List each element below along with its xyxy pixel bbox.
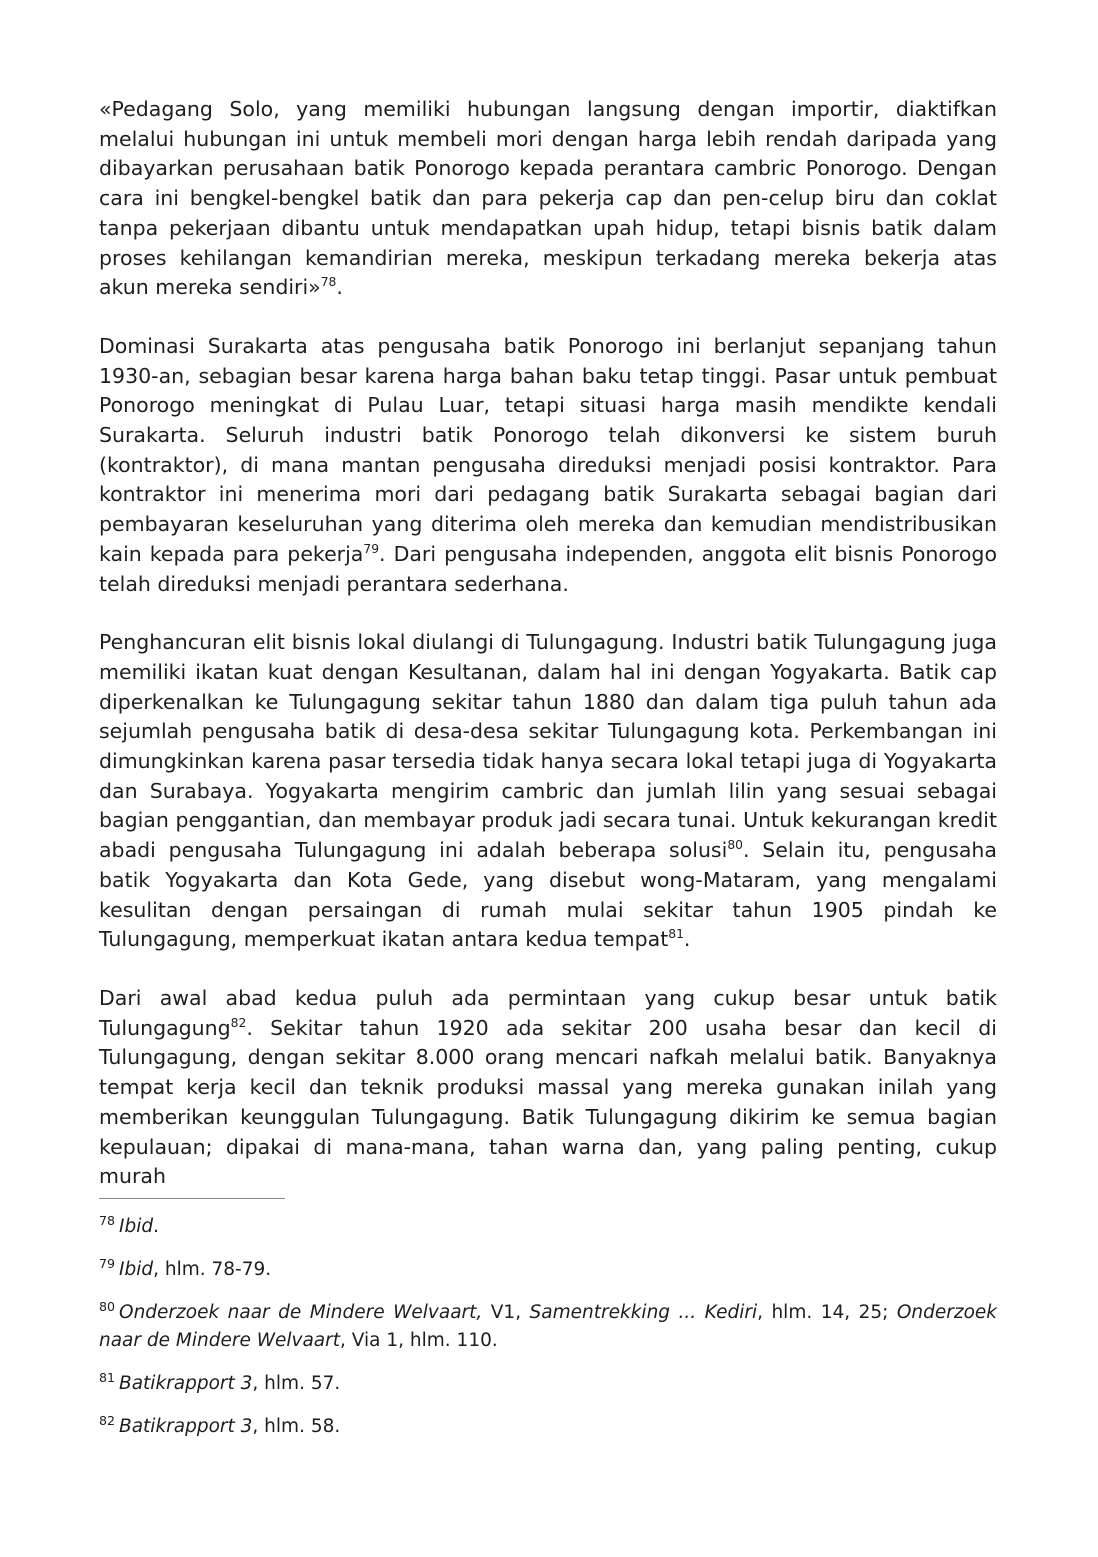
footnote-78: $^{78}$ Ibid.	[99, 1212, 159, 1237]
footnote-81: $^{81}$ Batikrapport 3, hlm. 57.	[99, 1369, 341, 1394]
source-title: Ibid	[119, 1216, 154, 1237]
paragraph-tulungagung-demand	[99, 984, 997, 1192]
footnote-separator	[99, 1198, 285, 1199]
source-title: Batikrapport 3	[119, 1416, 253, 1437]
paragraph-text: . Dari pengusaha independen, anggota elit bisnis Ponorogo telah direduksi menjadi perantara sederhana.	[99, 541, 997, 596]
paragraph-text: «Pedagang Solo, yang memiliki hubungan langsung dengan importir, diaktifkan melalui hubungan ini untuk membeli mori dengan harga lebih rendah daripada yang dibayarkan perusahaan batik Ponorogo kepada perantara cambric Ponorogo. Dengan cara ini bengkel-bengkel batik dan para pekerja cap dan pen-celup biru dan coklat tanpa pekerjaan dibantu untuk mendapatkan upah hidup, tetapi bisnis batik dalam proses kehilangan kemandirian mereka, meskipun terkadang mereka bekerja atas akun mereka sendiri»	[99, 97, 997, 300]
footnote-79: $^{79}$ Ibid, hlm. 78-79.	[99, 1255, 272, 1280]
footnote-80: $^{80}$ Onderzoek naar de Mindere Welvaart, V1, Samentrekking ... Kediri, hlm. 14, 25; Onderzoek naar de Mindere Welvaart, Via 1, hlm. 110.	[99, 1298, 997, 1351]
footnote-ref-80[interactable]: 80	[727, 838, 743, 853]
paragraph-surakarta-dominance	[99, 332, 997, 599]
paragraph-text: Dari awal abad kedua puluh ada permintaan yang cukup besar untuk batik Tulungagung	[99, 985, 997, 1040]
footnote-ref-82[interactable]: 82	[230, 1015, 247, 1030]
paragraph-quote-solo-traders: «Pedagang Solo, yang memiliki hubungan langsung dengan importir, diaktifkan melalui hubungan ini untuk membeli mori dengan harga lebih rendah daripada yang dibayarkan perusahaan batik Ponorogo kepada perantara cambric Ponorogo. Dengan cara ini bengkel-bengkel batik dan para pekerja cap dan pen-celup biru dan coklat tanpa pekerjaan dibantu untuk mendapatkan upah hidup, tetapi bisnis batik dalam proses kehilangan kemandirian mereka, meskipun terkadang mereka bekerja atas akun mereka sendiri»$^{78}$.	[99, 97, 997, 300]
footnote-82: $^{82}$ Batikrapport 3, hlm. 58.	[99, 1412, 341, 1437]
paragraph-text: Penghancuran elit bisnis lokal diulangi di Tulungagung. Industri batik Tulungagung juga memiliki ikatan kuat dengan Kesultanan, dalam hal ini dengan Yogyakarta. Batik cap diperkenalkan ke Tulungagung sekitar tahun 1880 dan dalam tiga puluh tahun ada sejumlah pengusaha batik di desa-desa sekitar Tulungagung kota. Perkembangan ini dimungkinkan karena pasar tersedia tidak hanya secara lokal tetapi juga di Yogyakarta dan Surabaya. Yogyakarta mengirim cambric dan jumlah lilin yang sesuai sebagai bagian penggantian, dan membayar produk jadi secara tunai. Untuk kekurangan kredit abadi pengusaha Tulungagung ini adalah beberapa solusi	[99, 630, 997, 863]
footnote-ref-79[interactable]: 79	[363, 542, 380, 557]
footnote-number: 82	[99, 1412, 116, 1428]
footnote-ref-78[interactable]: 78	[320, 275, 337, 290]
source-title: Ibid	[119, 1259, 154, 1280]
source-title: Onderzoek naar de Mindere Welvaart,	[119, 1302, 483, 1323]
source-title: Samentrekking ... Kediri	[529, 1302, 758, 1323]
footnote-number: 80	[99, 1298, 116, 1314]
document-body	[99, 95, 997, 1221]
source-title: Batikrapport 3	[119, 1373, 253, 1394]
footnotes	[99, 1213, 997, 1456]
paragraph-text: . Selain itu, pengusaha batik Yogyakarta dan Kota Gede, yang disebut wong-Mataram, yang mengalami kesulitan dengan persaingan di rumah mulai sekitar tahun 1905 pindah ke Tulungagung, memperkuat ikatan antara kedua tempat	[99, 838, 997, 952]
paragraph-text: . Sekitar tahun 1920 ada sekitar 200 usaha besar dan kecil di Tulungagung, dengan sekitar 8.000 orang mencari nafkah melalui batik. Banyaknya tempat kerja kecil dan teknik produksi massal yang mereka gunakan inilah yang memberikan keunggulan Tulungagung. Batik Tulungagung dikirim ke semua bagian kepulauan; dipakai di mana-mana, tahan warna dan, yang paling penting, cukup murah	[99, 1015, 997, 1189]
paragraph-tulungagung-elite: Penghancuran elit bisnis lokal diulangi di Tulungagung. Industri batik Tulungagung juga memiliki ikatan kuat dengan Kesultanan, dalam hal ini dengan Yogyakarta. Batik cap diperkenalkan ke Tulungagung sekitar tahun 1880 dan dalam tiga puluh tahun ada sejumlah pengusaha batik di desa-desa sekitar Tulungagung kota. Perkembangan ini dimungkinkan karena pasar tersedia tidak hanya secara lokal tetapi juga di Yogyakarta dan Surabaya. Yogyakarta mengirim cambric dan jumlah lilin yang sesuai sebagai bagian penggantian, dan membayar produk jadi secara tunai. Untuk kekurangan kredit abadi pengusaha Tulungagung ini adalah beberapa solusi$^{80}$. Selain itu, pengusaha batik Yogyakarta dan Kota Gede, yang disebut wong-Mataram, yang mengalami kesulitan dengan persaingan di rumah mulai sekitar tahun 1905 pindah ke Tulungagung, memperkuat ikatan antara kedua tempat$^{81}$.	[99, 630, 997, 952]
footnote-number: 81	[99, 1369, 116, 1385]
source-title: Onderzoek naar de Mindere Welvaart	[99, 1302, 997, 1351]
footnote-number: 79	[99, 1255, 116, 1271]
footnote-ref-81[interactable]: 81	[668, 927, 684, 942]
footnote-number: 78	[99, 1212, 116, 1228]
paragraph-text: Dominasi Surakarta atas pengusaha batik Ponorogo ini berlanjut sepanjang tahun 1930-an, sebagian besar karena harga bahan baku tetap tinggi. Pasar untuk pembuat Ponorogo meningkat di Pulau Luar, tetapi situasi harga masih mendikte kendali Surakarta. Seluruh industri batik Ponorogo telah dikonversi ke sistem buruh (kontraktor), di mana mantan pengusaha direduksi menjadi posisi kontraktor. Para kontraktor ini menerima mori dari pedagang batik Surakarta sebagai bagian dari pembayaran keseluruhan yang diterima oleh mereka dan kemudian mendistribusikan kain kepada para pekerja	[99, 333, 997, 566]
